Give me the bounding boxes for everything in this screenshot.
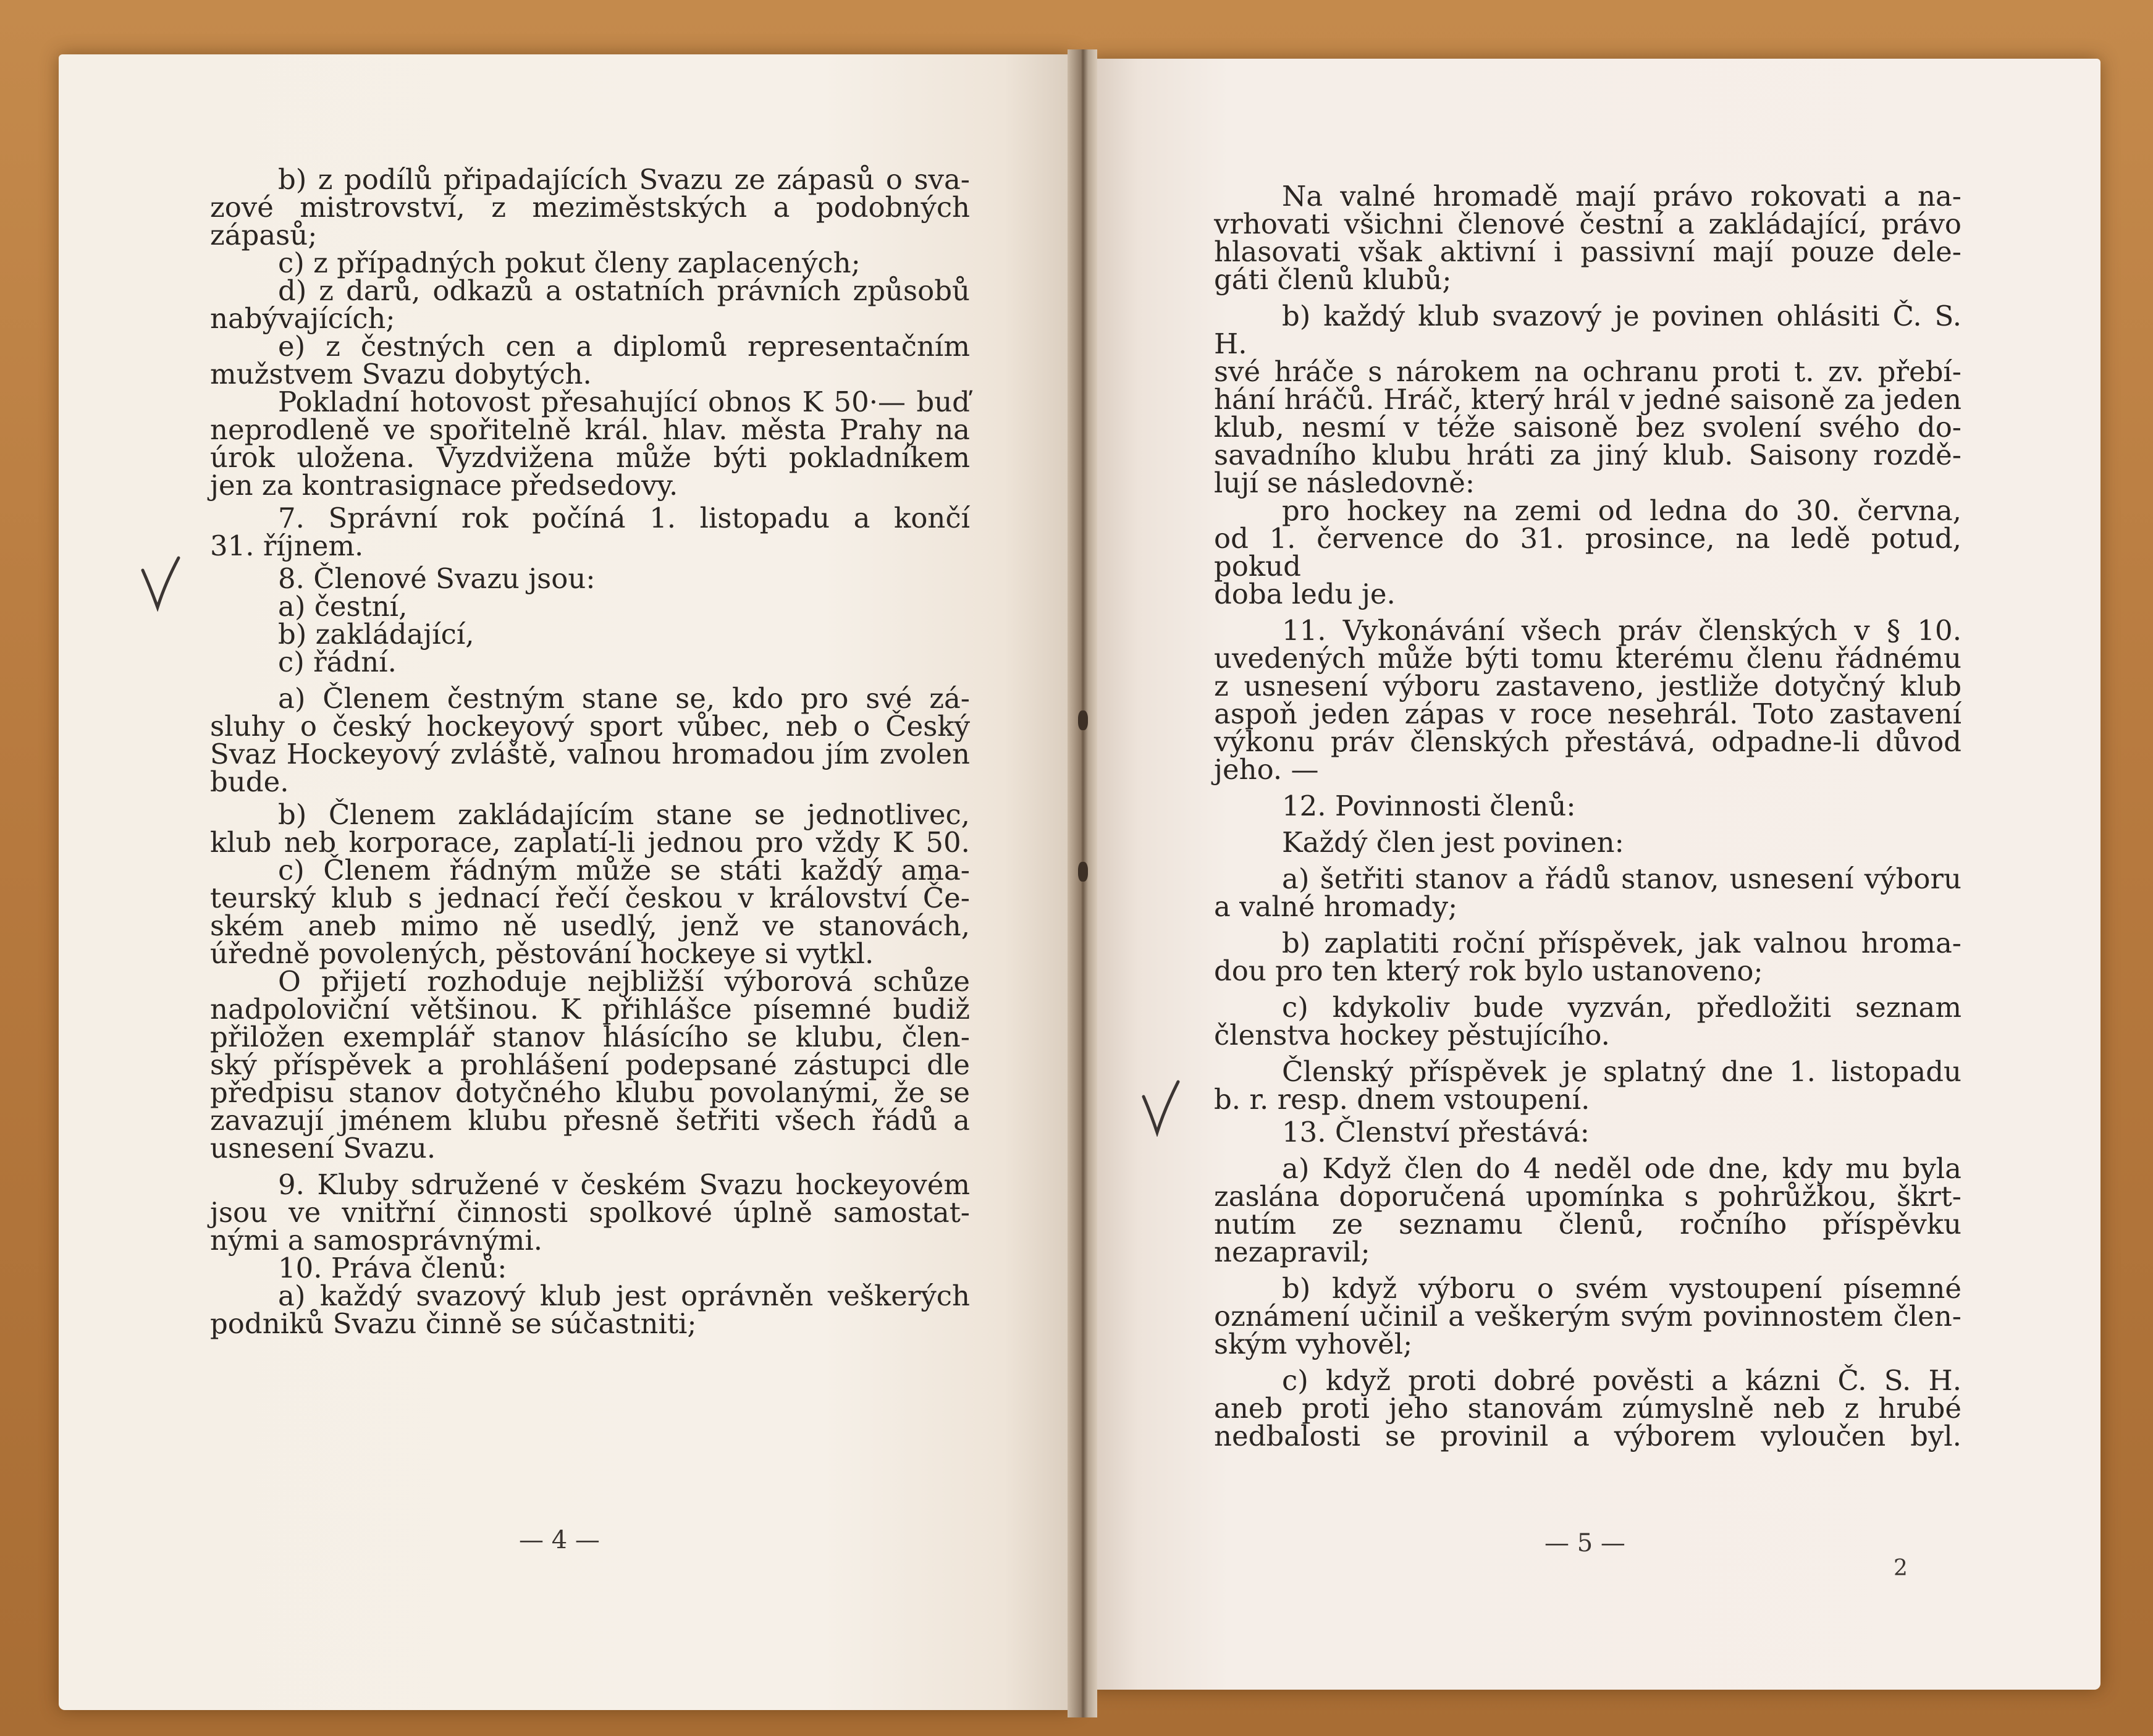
text-line: hlasovati však aktivní i passivní mají pouze dele-	[1214, 235, 1961, 268]
text-line: 31. říjnem.	[210, 529, 364, 562]
text-line: zápasů;	[210, 219, 318, 251]
text-line: teurský klub s jednací řečí českou v království Če-	[210, 882, 970, 914]
text-line: b. r. resp. dnem vstoupení.	[1214, 1083, 1590, 1116]
text-line: úředně povolených, pěstování hockeye si vytkl.	[210, 937, 874, 970]
text-line: nutím ze seznamu členů, ročního příspěvku nezapravil;	[1214, 1208, 1961, 1268]
text-line: b) každý klub svazový je povinen ohlásiti Č. S. H.	[1214, 300, 1961, 360]
text-line: klub neb korporace, zaplatí-li jednou pro vždy K 50.	[210, 826, 970, 859]
text-line: členstva hockey pěstujícího.	[1214, 1019, 1610, 1051]
text-line: pro hockey na zemi od ledna do 30. června,	[1282, 494, 1961, 527]
text-line: ským vyhověl;	[1214, 1328, 1413, 1360]
text-line: mužstvem Svazu dobytých.	[210, 358, 592, 390]
text-line: jen za kontrasignace předsedovy.	[210, 469, 678, 502]
text-line: uvedených může býti tomu kterému členu řádnému	[1214, 642, 1961, 675]
text-line: a) čestní,	[278, 590, 408, 623]
text-line: a) šetřiti stanov a řádů stanov, usnesení výboru	[1282, 862, 1961, 895]
text-line: Členský příspěvek je splatný dne 1. listopadu	[1282, 1055, 1961, 1088]
text-line: ském aneb mimo ně usedlý, jenž ve stanovách,	[210, 909, 970, 942]
right-page-text	[1214, 182, 1961, 1450]
text-line: své hráče s nárokem na ochranu proti t. zv. přebí-	[1214, 355, 1961, 388]
page-number-left: — 4 —	[519, 1526, 600, 1554]
text-line: lují se následovně:	[1214, 466, 1475, 499]
text-line: klub, nesmí v téže saisoně bez svolení svého do-	[1214, 411, 1961, 444]
text-line: c) řádní.	[278, 646, 397, 678]
text-line: doba ledu je.	[1214, 578, 1396, 610]
text-line: přiložen exemplář stanov hlásícího se klubu, člen-	[210, 1021, 970, 1053]
text-line: nadpoloviční většinou. K přihlášce písemné budiž	[210, 993, 970, 1026]
text-line: a) Členem čestným stane se, kdo pro své zá-	[278, 682, 970, 715]
binding-staple	[1078, 862, 1088, 882]
text-line: dou pro ten který rok bylo ustanoveno;	[1214, 954, 1763, 987]
text-line: 7. Správní rok počíná 1. listopadu a končí	[278, 502, 970, 534]
text-line: b) z podílů připadajících Svazu ze zápasů o sva-	[278, 163, 970, 196]
text-line: nými a samosprávnými.	[210, 1224, 543, 1257]
text-line: zavazují jménem klubu přesně šetřiti všech řádů a	[210, 1104, 970, 1137]
text-line: zaslána doporučená upomínka s pohrůžkou, škrt-	[1214, 1180, 1961, 1213]
text-line: Na valné hromadě mají právo rokovati a na-	[1282, 180, 1961, 213]
text-line: Svaz Hockeyový zvláště, valnou hromadou jím zvolen	[210, 738, 970, 770]
binding-staple	[1078, 710, 1088, 730]
text-line: a) každý svazový klub jest oprávněn veškerých	[278, 1279, 970, 1312]
text-line: 8. Členové Svazu jsou:	[278, 562, 596, 595]
text-line: c) kdykoliv bude vyzván, předložiti seznam	[1282, 991, 1961, 1024]
text-line: b) když výboru o svém vystoupení písemné	[1282, 1272, 1961, 1305]
text-line: d) z darů, odkazů a ostatních právních způsobů	[278, 274, 970, 307]
text-line: e) z čestných cen a diplomů representačním	[278, 330, 970, 363]
page-number-right: — 5 —	[1544, 1529, 1625, 1557]
text-line: z usnesení výboru zastaveno, jestliže dotyčný klub	[1214, 670, 1961, 702]
text-line: aneb proti jeho stanovám zúmyslně neb z hrubé	[1214, 1392, 1961, 1425]
text-line: 9. Kluby sdružené v českém Svazu hockeyovém	[278, 1168, 970, 1201]
text-line: jeho. —	[1214, 753, 1319, 786]
text-line: 11. Vykonávání všech práv členských v § 10.	[1282, 614, 1961, 647]
text-line: usnesení Svazu.	[210, 1132, 436, 1165]
text-line: výkonu práv členských přestává, odpadne-li důvod	[1214, 725, 1961, 758]
text-line: bude.	[210, 765, 289, 798]
text-line: O přijetí rozhoduje nejbližší výborová schůze	[278, 965, 970, 998]
text-line: 13. Členství přestává:	[1282, 1116, 1590, 1148]
text-line: ský příspěvek a prohlášení podepsané zástupci dle	[210, 1048, 970, 1081]
text-line: a valné hromady;	[1214, 890, 1458, 923]
text-line: úrok uložena. Vyzdvižena může býti pokladníkem	[210, 441, 970, 474]
text-line: hání hráčů. Hráč, který hrál v jedné saisoně za jeden	[1214, 383, 1961, 416]
text-line: b) Členem zakládajícím stane se jednotlivec,	[278, 798, 970, 831]
text-line: b) zaplatiti roční příspěvek, jak valnou hroma-	[1282, 927, 1961, 959]
text-line: c) z případných pokut členy zaplacených;	[278, 246, 861, 279]
text-line: Pokladní hotovost přesahující obnos K 50·— buď	[278, 386, 970, 418]
text-line: sluhy o český hockeyový sport vůbec, neb o Český	[210, 710, 970, 743]
text-line: Každý člen jest povinen:	[1282, 826, 1624, 859]
text-line: nabývajících;	[210, 302, 395, 335]
text-line: oznámení učinil a veškerým svým povinnostem člen-	[1214, 1300, 1961, 1333]
text-line: c) Členem řádným může se státi každý ama-	[278, 854, 970, 887]
text-line: c) když proti dobré pověsti a kázni Č. S. H.	[1282, 1364, 1961, 1397]
text-line: vrhovati všichni členové čestní a zakládající, právo	[1214, 208, 1961, 240]
text-line: 12. Povinnosti členů:	[1282, 790, 1576, 822]
text-line: neprodleně ve spořitelně král. hlav. města Prahy na	[210, 413, 970, 446]
text-line: b) zakládající,	[278, 618, 474, 651]
text-line: zové mistrovství, z meziměstských a podobných	[210, 191, 970, 224]
text-line: od 1. července do 31. prosince, na ledě potud, pokud	[1214, 522, 1961, 583]
book-gutter	[1068, 49, 1097, 1717]
text-line: aspoň jeden zápas v roce nesehrál. Toto zastavení	[1214, 697, 1961, 730]
text-line: podniků Svazu činně se súčastniti;	[210, 1307, 697, 1340]
handwritten-checkmark-icon	[1140, 1078, 1183, 1137]
signature-mark: 2	[1894, 1556, 1908, 1581]
text-line: nedbalosti se provinil a výborem vyloučen byl.	[1214, 1420, 1961, 1452]
text-line: jsou ve vnitřní činnosti spolkové úplně samostat-	[210, 1196, 970, 1229]
text-line: a) Když člen do 4 neděl ode dne, kdy mu byla	[1282, 1152, 1961, 1185]
text-line: předpisu stanov dotyčného klubu povolanými, že se	[210, 1076, 970, 1109]
handwritten-checkmark-icon	[139, 553, 182, 612]
text-line: gáti členů klubů;	[1214, 263, 1452, 296]
text-line: savadního klubu hráti za jiný klub. Saisony rozdě-	[1214, 439, 1961, 471]
text-line: 10. Práva členů:	[278, 1252, 507, 1284]
left-page-text	[210, 163, 970, 1340]
